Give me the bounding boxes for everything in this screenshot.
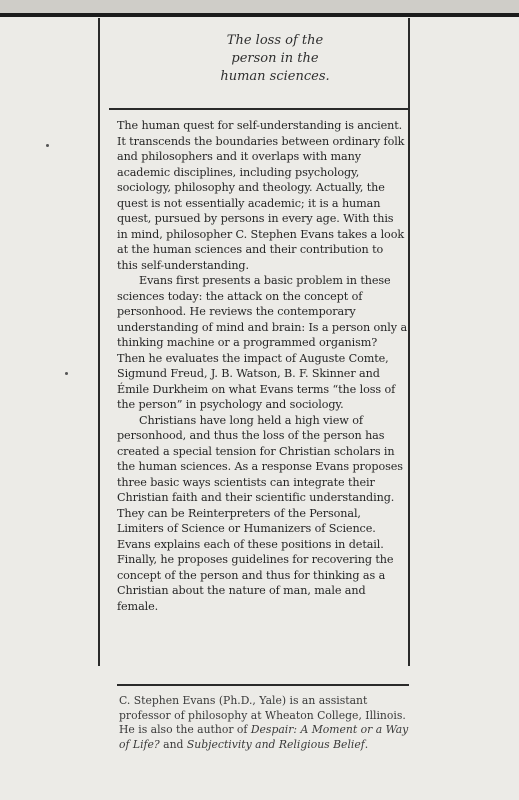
body-text xyxy=(117,118,407,614)
bio-divider xyxy=(117,684,409,686)
book-title-subjectivity: Subjectivity and Religious Belief xyxy=(186,737,365,751)
paragraph-3: Christians have long held a high view of personhood, and thus the loss of the person has created a special tension for Christian scholars in the human sciences. As a response Evans proposes three basic ways scientists can integrate their Christian faith and their scientific understanding. They can be Reinterpreters of the Personal, Limiters of Science or Humanizers of Science. Evans explains each of these positions in detail. Finally, he proposes guidelines for recovering the concept of the person and thus for thinking as a Christian about the nature of man, male and female. xyxy=(117,413,403,613)
frame-left-rule xyxy=(98,18,100,666)
bio-connector: and xyxy=(159,737,187,751)
book-title-despair: Despair: A Moment or a Way of Life? xyxy=(119,723,409,751)
paper-speck xyxy=(65,372,68,375)
bio-end: . xyxy=(364,737,369,751)
frame-right-rule xyxy=(408,18,410,666)
paragraph-2: Evans first presents a basic problem in these sciences today: the attack on the concept of personhood. He reviews the contemporary understanding of mind and brain: Is a person only a thinking machine or a programmed organism? Then he evaluates the impact of Auguste Comte, Sigmund Freud, J. B. Watson, B. F. Skinner and Émile Durkheim on what Evans terms “the loss of the person” in psychology and sociology. xyxy=(117,274,408,411)
page-edge xyxy=(0,0,519,14)
title-divider xyxy=(109,108,409,110)
paper-speck xyxy=(46,144,49,147)
page-title: The loss of the person in the human sciences. xyxy=(220,33,330,84)
bio-text: C. Stephen Evans (Ph.D., Yale) is an assistant professor of philosophy at Wheaton College, Illinois. He is also the author of xyxy=(119,694,406,737)
author-bio xyxy=(119,694,409,752)
paragraph-1: The human quest for self-understanding is ancient. It transcends the boundaries between ordinary folk and philosophers and it overlaps with many academic disciplines, including psychology, sociology, philosophy and theology. Actually, the quest is not essentially academic; it is a human quest, pursued by persons in every age. With this in mind, philosopher C. Stephen Evans takes a look at the human sciences and their contribution to this self-understanding. xyxy=(117,119,405,272)
